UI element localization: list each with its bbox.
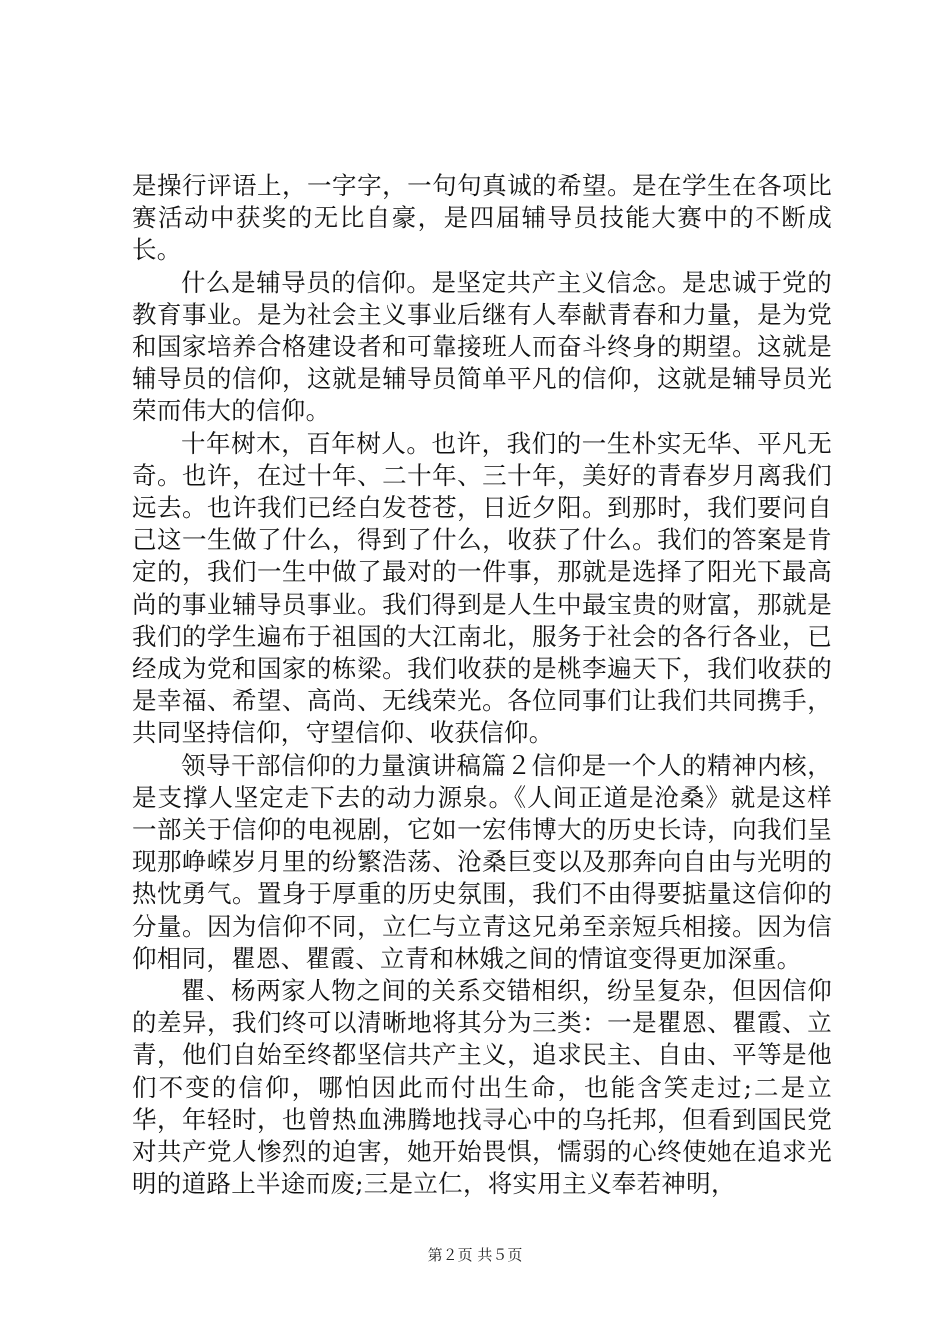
paragraph-1: 是操行评语上，一字字，一句句真诚的希望。是在学生在各项比赛活动中获奖的无比自豪，是四届辅导员技能大赛中的不断成长。 — [132, 171, 832, 265]
paragraph-5: 瞿、杨两家人物之间的关系交错相织，纷呈复杂，但因信仰的差异，我们终可以清晰地将其分为三类：一是瞿恩、瞿霞、立青，他们自始至终都坚信共产主义，追求民主、自由、平等是他们不变的信仰，哪怕因此而付出生命，也能含笑走过;二是立华，年轻时，也曾热血沸腾地找寻心中的乌托邦，但看到国民党对共产党人惨烈的迫害，她开始畏惧，懦弱的心终使她在追求光明的道路上半途而废;三是立仁，将实用主义奉若神明， — [132, 976, 832, 1199]
page-number-footer: 第２页 共５页 — [427, 1246, 523, 1264]
document-body — [132, 170, 832, 1201]
paragraph-2: 什么是辅导员的信仰。是坚定共产主义信念。是忠诚于党的教育事业。是为社会主义事业后继有人奉献青春和力量，是为党和国家培养合格建设者和可靠接班人而奋斗终身的期望。这就是辅导员的信仰，这就是辅导员简单平凡的信仰，这就是辅导员光荣而伟大的信仰。 — [132, 267, 832, 426]
paragraph-4: 领导干部信仰的力量演讲稿篇２信仰是一个人的精神内核，是支撑人坚定走下去的动力源泉。《人间正道是沧桑》就是这样一部关于信仰的电视剧，它如一宏伟博大的历史长诗，向我们呈现那峥嵘岁月里的纷繁浩荡、沧桑巨变以及那奔向自由与光明的热忱勇气。置身于厚重的历史氛围，我们不由得要掂量这信仰的分量。因为信仰不同，立仁与立青这兄弟至亲短兵相接。因为信仰相同，瞿恩、瞿霞、立青和林娥之间的情谊变得更加深重。 — [132, 750, 832, 973]
paragraph-3: 十年树木，百年树人。也许，我们的一生朴实无华、平凡无奇。也许，在过十年、二十年、三十年，美好的青春岁月离我们远去。也许我们已经白发苍苍，日近夕阳。到那时，我们要问自己这一生做了什么，得到了什么，收获了什么。我们的答案是肯定的，我们一生中做了最对的一件事，那就是选择了阳光下最高尚的事业辅导员事业。我们得到是人生中最宝贵的财富，那就是我们的学生遍布于祖国的大江南北，服务于社会的各行各业，已经成为党和国家的栋梁。我们收获的是桃李遍天下，我们收获的是幸福、希望、高尚、无线荣光。各位同事们让我们共同携手，共同坚持信仰，守望信仰、收获信仰。 — [132, 428, 832, 748]
